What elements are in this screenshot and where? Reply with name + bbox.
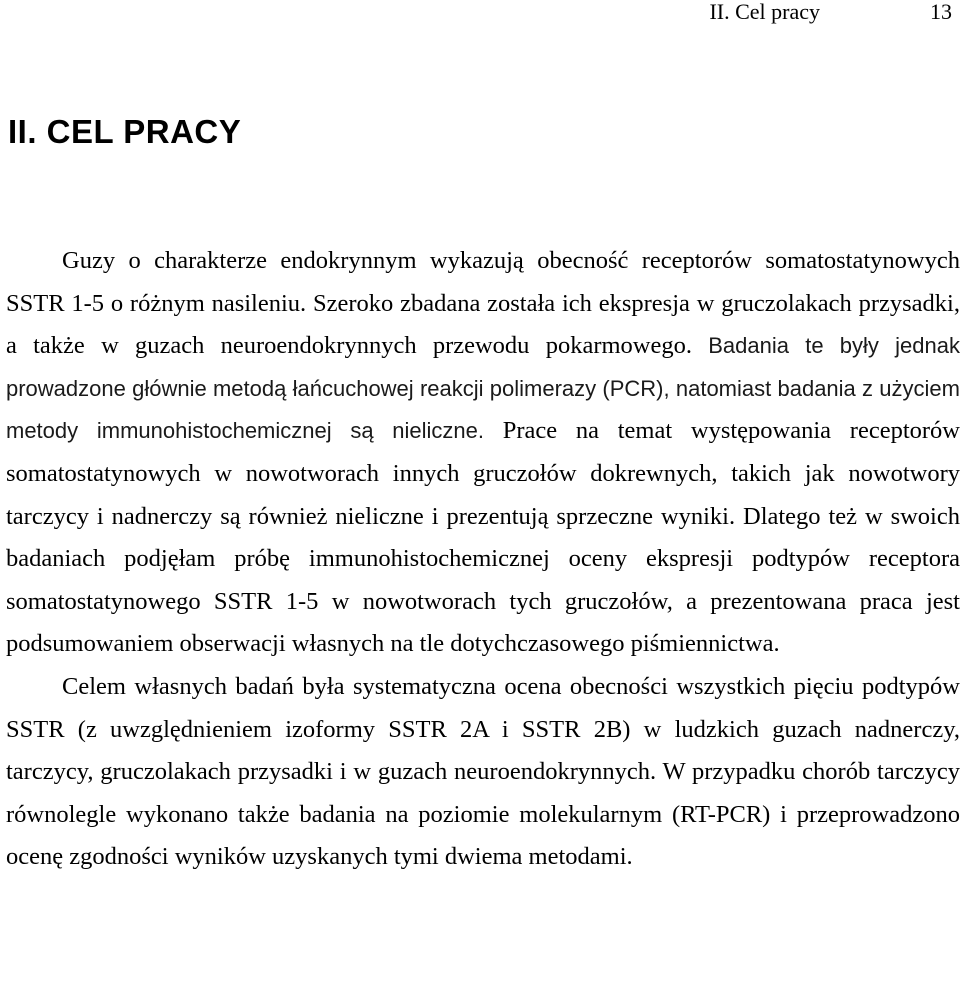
paragraph-1-run-1: Guzy o charakterze endokrynnym wykazują obecność receptorów somatostatynowych SSTR 1-5 o różnym nasileniu. Szeroko zbadana została ich ekspresja w gruczolakach przysadki, a także w guzach neuroendokrynnych przewodu pokarmowego.: [6, 247, 960, 360]
paragraph-2: Celem własnych badań była systematyczna ocena obecności wszystkich pięciu podtypów SSTR (z uwzględnieniem izoformy SSTR 2A i SSTR 2B) w ludzkich guzach nadnerczy, tarczycy, gruczolakach przysadki i w guzach neuroendokrynnych. W przypadku chorób tarczycy równolegle wykonano także badania na poziomie molekularnym (RT-PCR) i przeprowadzono ocenę zgodności wyników uzyskanych tymi dwiema metodami.: [6, 672, 960, 871]
body-text: [6, 240, 960, 879]
running-header: [709, 0, 952, 26]
page-number: 13: [930, 0, 952, 24]
running-header-chapter: II. Cel pracy: [709, 0, 820, 24]
paragraph-1-run-3: Prace na temat występowania receptorów somatostatynowych w nowotworach innych gruczołów dokrewnych, takich jak nowotwory tarczycy i nadnerczy są również nieliczne i prezentują sprzeczne wyniki. Dlatego też w swoich badaniach podjęłam próbę immunohistochemicznej oceny ekspresji podtypów receptora somatostatynowego SSTR 1-5 w nowotworach tych gruczołów, a prezentowana praca jest podsumowaniem obserwacji własnych na tle dotychczasowego piśmiennictwa.: [6, 417, 960, 658]
paragraph-1-run-2: Badania te były jednak prowadzone głównie metodą łańcuchowej reakcji polimerazy (PCR), natomiast badania z użyciem metody immunohistochemicznej są nieliczne.: [6, 333, 960, 444]
chapter-title: II. CEL PRACY: [8, 113, 242, 150]
paragraph-1: [6, 240, 960, 666]
